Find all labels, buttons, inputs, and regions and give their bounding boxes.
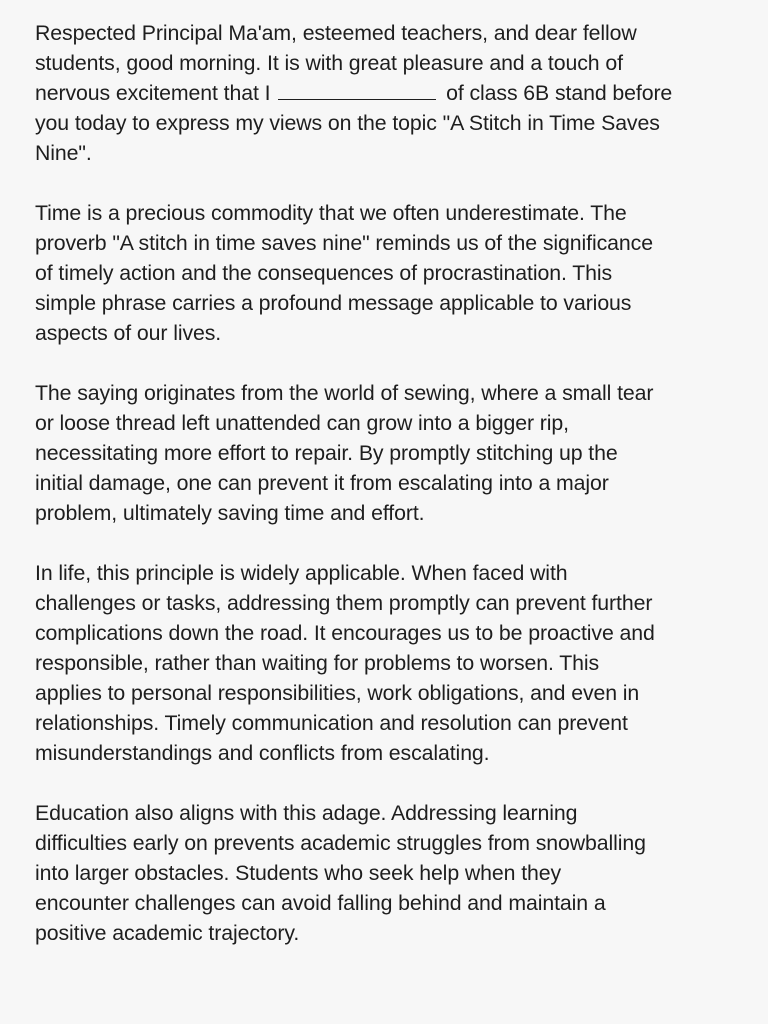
text-line: proverb "A stitch in time saves nine" reminds us of the significance: [35, 231, 653, 255]
paragraph-time: [35, 198, 738, 348]
text-line: difficulties early on prevents academic struggles from snowballing: [35, 831, 646, 855]
text-line: of timely action and the consequences of procrastination. This: [35, 261, 613, 285]
text-line: misunderstandings and conflicts from escalating.: [35, 741, 490, 765]
text-line: relationships. Timely communication and resolution can prevent: [35, 711, 628, 735]
text-line-with-blank: [35, 78, 738, 108]
text-line: Education also aligns with this adage. Addressing learning: [35, 801, 578, 825]
text-line: The saying originates from the world of sewing, where a small tear: [35, 381, 654, 405]
text-line: simple phrase carries a profound message applicable to various: [35, 291, 632, 315]
text-line: encounter challenges can avoid falling behind and maintain a: [35, 891, 606, 915]
text-line: initial damage, one can prevent it from escalating into a major: [35, 471, 609, 495]
text-line: necessitating more effort to repair. By promptly stitching up the: [35, 441, 618, 465]
paragraph-greeting: [35, 18, 738, 168]
text-line: or loose thread left unattended can grow into a bigger rip,: [35, 411, 569, 435]
text-line: In life, this principle is widely applicable. When faced with: [35, 561, 568, 585]
paragraph-origin: [35, 378, 738, 528]
text-line: aspects of our lives.: [35, 321, 222, 345]
text-line: you today to express my views on the topic "A Stitch in Time Saves: [35, 111, 660, 135]
text-line: Time is a precious commodity that we often underestimate. The: [35, 201, 627, 225]
text-line: Respected Principal Ma'am, esteemed teachers, and dear fellow: [35, 21, 637, 45]
text-line: positive academic trajectory.: [35, 921, 300, 945]
text-line: complications down the road. It encourages us to be proactive and: [35, 621, 655, 645]
name-blank-field: [278, 78, 436, 100]
text-line: responsible, rather than waiting for problems to worsen. This: [35, 651, 600, 675]
text-line: challenges or tasks, addressing them promptly can prevent further: [35, 591, 653, 615]
paragraph-education: [35, 798, 738, 948]
text-fragment: of class 6B stand before: [446, 81, 673, 105]
text-line: problem, ultimately saving time and effort.: [35, 501, 425, 525]
paragraph-life: [35, 558, 738, 768]
text-line: Nine".: [35, 141, 92, 165]
text-fragment: nervous excitement that I: [35, 81, 271, 105]
text-line: into larger obstacles. Students who seek help when they: [35, 861, 562, 885]
text-line: students, good morning. It is with great pleasure and a touch of: [35, 51, 623, 75]
text-line: applies to personal responsibilities, work obligations, and even in: [35, 681, 640, 705]
